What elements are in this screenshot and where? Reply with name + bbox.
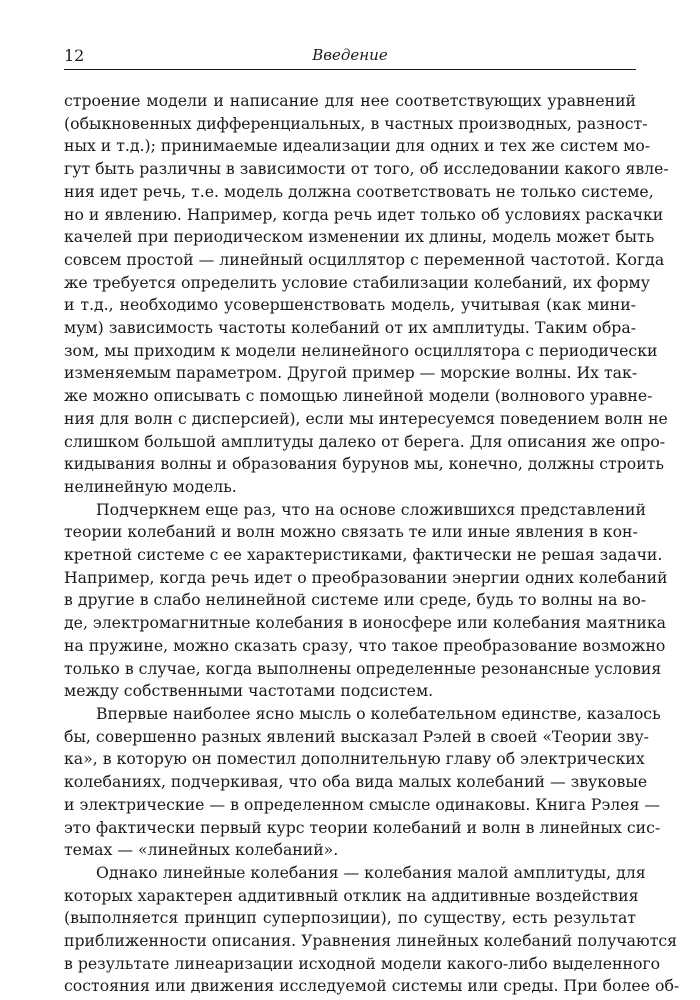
text-line: Впервые наиболее ясно мысль о колебательном единстве, казалось — [96, 703, 661, 723]
text-line: нелинейную модель. — [64, 476, 237, 496]
text-line: качелей при периодическом изменении их длины, модель может быть — [64, 227, 655, 247]
text-line: зом, мы приходим к модели нелинейного осциллятора с периодически — [64, 340, 658, 360]
text-line: ния для волн с дисперсией), если мы интересуемся поведением волн не — [64, 408, 668, 428]
text-line: и т.д., необходимо усовершенствовать модель, учитывая (как мини- — [64, 295, 636, 315]
text-line: ных и т.д.); принимаемые идеализации для одних и тех же систем мо- — [64, 136, 651, 156]
text-line: Однако линейные колебания — колебания малой амплитуды, для — [96, 862, 646, 882]
text-line: колебаниях, подчеркивая, что оба вида малых колебаний — звуковые — [64, 772, 648, 792]
text-line: строение модели и написание для нее соответствующих уравнений — [64, 91, 636, 110]
text-line: Например, когда речь идет о преобразовании энергии одних колебаний — [64, 567, 668, 587]
text-line: ка», в которую он поместил дополнительную главу об электрических — [64, 749, 645, 769]
text-line: темах — «линейных колебаний». — [64, 840, 339, 860]
text-line: (обыкновенных дифференциальных, в частных производных, разност- — [64, 113, 648, 133]
text-line: но и явлению. Например, когда речь идет только об условиях раскачки — [64, 204, 664, 224]
text-line: в другие в слабо нелинейной системе или среде, будь то волны на во- — [64, 590, 647, 610]
text-line: на пружине, можно сказать сразу, что такое преобразование возможно — [64, 635, 666, 655]
text-line: в результате линеаризации исходной модели какого-либо выделенного — [64, 953, 661, 973]
text-line: совсем простой — линейный осциллятор с переменной частотой. Когда — [64, 249, 665, 269]
page-header — [64, 44, 636, 68]
text-line: изменяемым параметром. Другой пример — морские волны. Их так- — [64, 363, 638, 383]
text-line: мум) зависимость частоты колебаний от их амплитуды. Таким обра- — [64, 318, 636, 338]
text-line: де, электромагнитные колебания в ионосфере или колебания маятника — [64, 613, 667, 633]
text-line: только в случае, когда выполнены определенные резонансные условия — [64, 658, 662, 678]
text-line: бы, совершенно разных явлений высказал Рэлей в своей «Теории зву- — [64, 726, 649, 746]
text-line: Подчеркнем еще раз, что на основе сложившихся представлений — [96, 499, 646, 519]
paragraph — [64, 862, 680, 998]
text-line: кретной системе с ее характеристиками, фактически не решая задачи. — [64, 545, 663, 565]
text-line: же требуется определить условие стабилизации колебаний, их форму — [64, 272, 650, 292]
text-line: между собственными частотами подсистем. — [64, 681, 434, 701]
page-number: 12 — [64, 46, 85, 65]
text-line: слишком большой амплитуды далеко от берега. Для описания же опро- — [64, 431, 666, 451]
text-line: теории колебаний и волн можно связать те или иные явления в кон- — [64, 522, 638, 542]
text-line: (выполняется принцип суперпозиции), по существу, есть результат — [64, 908, 636, 928]
header-rule — [64, 69, 636, 70]
text-line: гут быть различны в зависимости от того, об исследовании какого явле- — [64, 159, 669, 179]
text-line: состояния или движения исследуемой системы или среды. При более об- — [64, 976, 680, 996]
text-line: же можно описывать с помощью линейной модели (волнового уравне- — [64, 386, 653, 406]
text-line: приближенности описания. Уравнения линейных колебаний получаются — [64, 931, 678, 951]
text-line: это фактически первый курс теории колебаний и волн в линейных сис- — [64, 817, 661, 837]
text-line: и электрические — в определенном смысле одинаковы. Книга Рэлея — — [64, 794, 661, 814]
paragraph — [64, 499, 668, 703]
paragraph — [64, 703, 661, 862]
body-text — [64, 90, 680, 998]
text-line: кидывания волны и образования бурунов мы, конечно, должны строить — [64, 454, 664, 474]
text-line: которых характерен аддитивный отклик на аддитивные воздействия — [64, 885, 639, 905]
text-line: ния идет речь, т.е. модель должна соответствовать не только системе, — [64, 181, 654, 201]
paragraph — [64, 90, 669, 499]
running-head: Введение — [312, 46, 388, 64]
